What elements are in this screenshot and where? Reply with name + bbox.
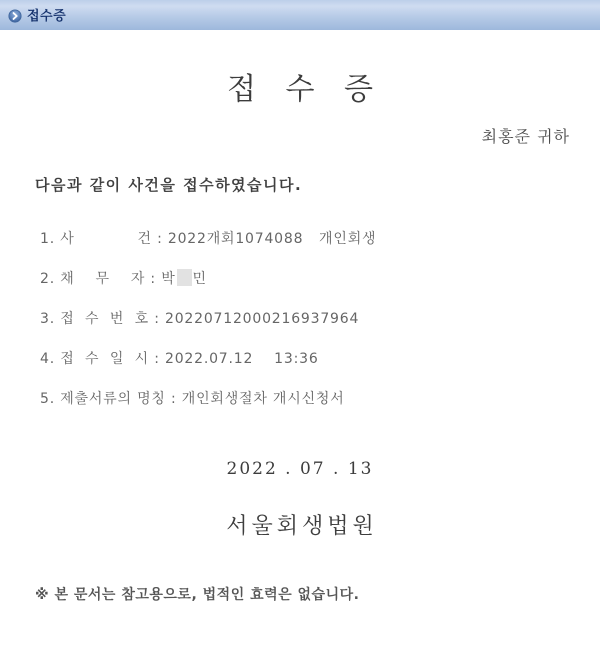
receipt-number-line: 3. 접 수 번 호 : 20220712000216937964 — [40, 311, 360, 327]
intro-statement: 다음과 같이 사건을 접수하였습니다. — [35, 176, 303, 194]
issue-date: 2022 . 07 . 13 — [226, 459, 374, 479]
document-title: 접 수 증 — [226, 72, 383, 107]
recipient-name: 최홍준 귀하 — [481, 127, 570, 146]
debtor-line-prefix: 2. 채 무 자 : 박 — [40, 271, 176, 287]
debtor-line — [40, 259, 570, 299]
debtor-line-suffix: 민 — [192, 271, 207, 287]
disclaimer-note: ※ 본 문서는 참고용으로, 법적인 효력은 없습니다. — [35, 587, 360, 603]
circle-chevron-icon — [8, 8, 22, 22]
submitted-document-line: 5. 제출서류의 명칭 : 개인회생절차 개시신청서 — [40, 391, 345, 407]
page-header-bar — [0, 0, 600, 30]
page-title: 접수증 — [27, 9, 67, 24]
redacted-name-box — [177, 269, 192, 286]
receipt-document — [0, 64, 600, 604]
received-datetime-line: 4. 접 수 일 시 : 2022.07.12 13:36 — [40, 351, 319, 367]
case-detail-list — [30, 219, 570, 419]
court-name: 서울회생법원 — [226, 514, 378, 539]
case-number-line: 1. 사 건 : 2022개회1074088 개인회생 — [40, 231, 377, 247]
